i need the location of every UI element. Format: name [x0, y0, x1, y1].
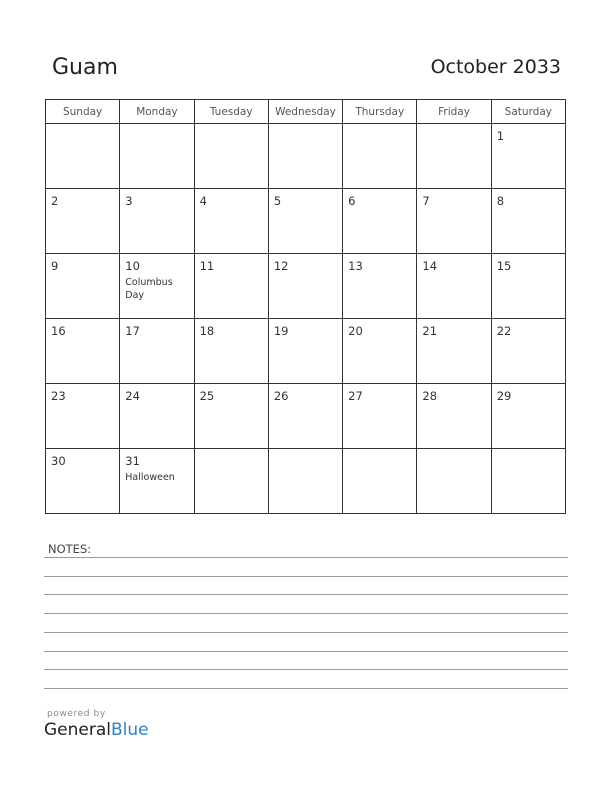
weekday-header: Saturday	[491, 100, 565, 124]
day-number: 29	[496, 389, 512, 403]
brand-blue: Blue	[111, 720, 149, 740]
week-row	[46, 124, 566, 189]
day-cell[interactable]	[417, 384, 491, 449]
day-number: 30	[51, 454, 66, 468]
day-number: 17	[125, 324, 140, 338]
generalblue-logo[interactable]	[44, 720, 149, 740]
day-cell[interactable]	[268, 384, 342, 449]
note-line	[44, 669, 568, 670]
day-cell[interactable]	[417, 124, 491, 189]
day-cell[interactable]	[491, 319, 565, 384]
day-cell[interactable]	[120, 189, 194, 254]
day-cell[interactable]	[343, 124, 417, 189]
day-cell[interactable]	[417, 319, 491, 384]
day-number: 21	[422, 324, 438, 338]
day-number: 4	[199, 194, 207, 208]
day-number: 2	[51, 194, 59, 208]
day-cell[interactable]	[491, 449, 565, 514]
day-cell[interactable]	[491, 189, 565, 254]
day-cell[interactable]	[194, 189, 268, 254]
day-cell[interactable]	[343, 384, 417, 449]
day-cell[interactable]	[194, 319, 268, 384]
weekday-header: Tuesday	[194, 100, 268, 124]
day-number: 31	[125, 454, 140, 468]
day-cell[interactable]	[268, 124, 342, 189]
note-line	[44, 576, 568, 577]
note-line	[44, 613, 568, 614]
day-cell[interactable]	[120, 384, 194, 449]
powered-by-text: powered by	[47, 709, 106, 719]
day-number: 27	[348, 389, 363, 403]
day-number: 24	[125, 389, 140, 403]
week-row	[46, 254, 566, 319]
weekday-header: Friday	[417, 100, 491, 124]
day-number: 13	[348, 259, 363, 273]
day-number: 6	[348, 194, 356, 208]
day-cell[interactable]	[120, 254, 194, 319]
calendar-grid	[45, 99, 566, 514]
day-cell[interactable]	[120, 124, 194, 189]
month-year-title: October 2033	[430, 56, 561, 78]
week-row	[46, 189, 566, 254]
note-line	[44, 594, 568, 595]
weekday-header-row	[46, 100, 566, 124]
note-line	[44, 688, 568, 689]
day-number: 19	[273, 324, 289, 338]
day-cell[interactable]	[268, 449, 342, 514]
day-cell[interactable]	[46, 319, 120, 384]
day-number: 25	[199, 389, 215, 403]
weekday-header: Thursday	[343, 100, 417, 124]
day-number: 22	[496, 324, 512, 338]
week-row	[46, 319, 566, 384]
day-cell[interactable]	[46, 254, 120, 319]
weekday-header: Wednesday	[268, 100, 342, 124]
day-cell[interactable]	[46, 449, 120, 514]
day-number: 12	[273, 259, 289, 273]
day-cell[interactable]	[46, 189, 120, 254]
day-number: 1	[496, 129, 505, 143]
note-line	[44, 557, 568, 558]
day-number: 28	[422, 389, 438, 403]
day-number: 14	[422, 259, 438, 273]
day-cell[interactable]	[194, 449, 268, 514]
day-cell[interactable]	[194, 384, 268, 449]
day-cell[interactable]	[120, 319, 194, 384]
day-number: 9	[51, 259, 59, 273]
day-cell[interactable]	[417, 254, 491, 319]
weekday-header: Monday	[120, 100, 194, 124]
day-cell[interactable]	[417, 189, 491, 254]
note-line	[44, 651, 568, 652]
day-number: 11	[199, 259, 215, 273]
day-cell[interactable]	[194, 254, 268, 319]
country-title: Guam	[52, 55, 118, 80]
day-cell[interactable]	[343, 189, 417, 254]
note-line	[44, 632, 568, 633]
day-cell[interactable]	[268, 319, 342, 384]
day-cell[interactable]	[268, 189, 342, 254]
day-cell[interactable]	[491, 254, 565, 319]
notes-label: NOTES:	[48, 542, 92, 556]
brand-general: General	[44, 720, 111, 740]
week-row	[46, 449, 566, 514]
day-number: 15	[496, 259, 512, 273]
weekday-header: Sunday	[46, 100, 120, 124]
day-cell[interactable]	[46, 124, 120, 189]
holiday-label: Columbus Day	[125, 276, 173, 301]
day-cell[interactable]	[194, 124, 268, 189]
day-number: 5	[273, 194, 282, 208]
day-cell[interactable]	[343, 254, 417, 319]
holiday-label: Halloween	[125, 471, 175, 483]
day-number: 26	[273, 389, 289, 403]
day-number: 23	[51, 389, 66, 403]
day-cell[interactable]	[46, 384, 120, 449]
day-number: 10	[125, 259, 140, 273]
day-number: 16	[51, 324, 66, 338]
day-cell[interactable]	[417, 449, 491, 514]
week-row	[46, 384, 566, 449]
day-number: 3	[125, 194, 133, 208]
day-number: 8	[496, 194, 505, 208]
day-cell[interactable]	[120, 449, 194, 514]
day-number: 20	[348, 324, 363, 338]
day-cell[interactable]	[491, 124, 565, 189]
day-number: 7	[422, 194, 430, 208]
day-cell[interactable]	[343, 449, 417, 514]
day-number: 18	[199, 324, 215, 338]
day-cell[interactable]	[268, 254, 342, 319]
day-cell[interactable]	[343, 319, 417, 384]
day-cell[interactable]	[491, 384, 565, 449]
